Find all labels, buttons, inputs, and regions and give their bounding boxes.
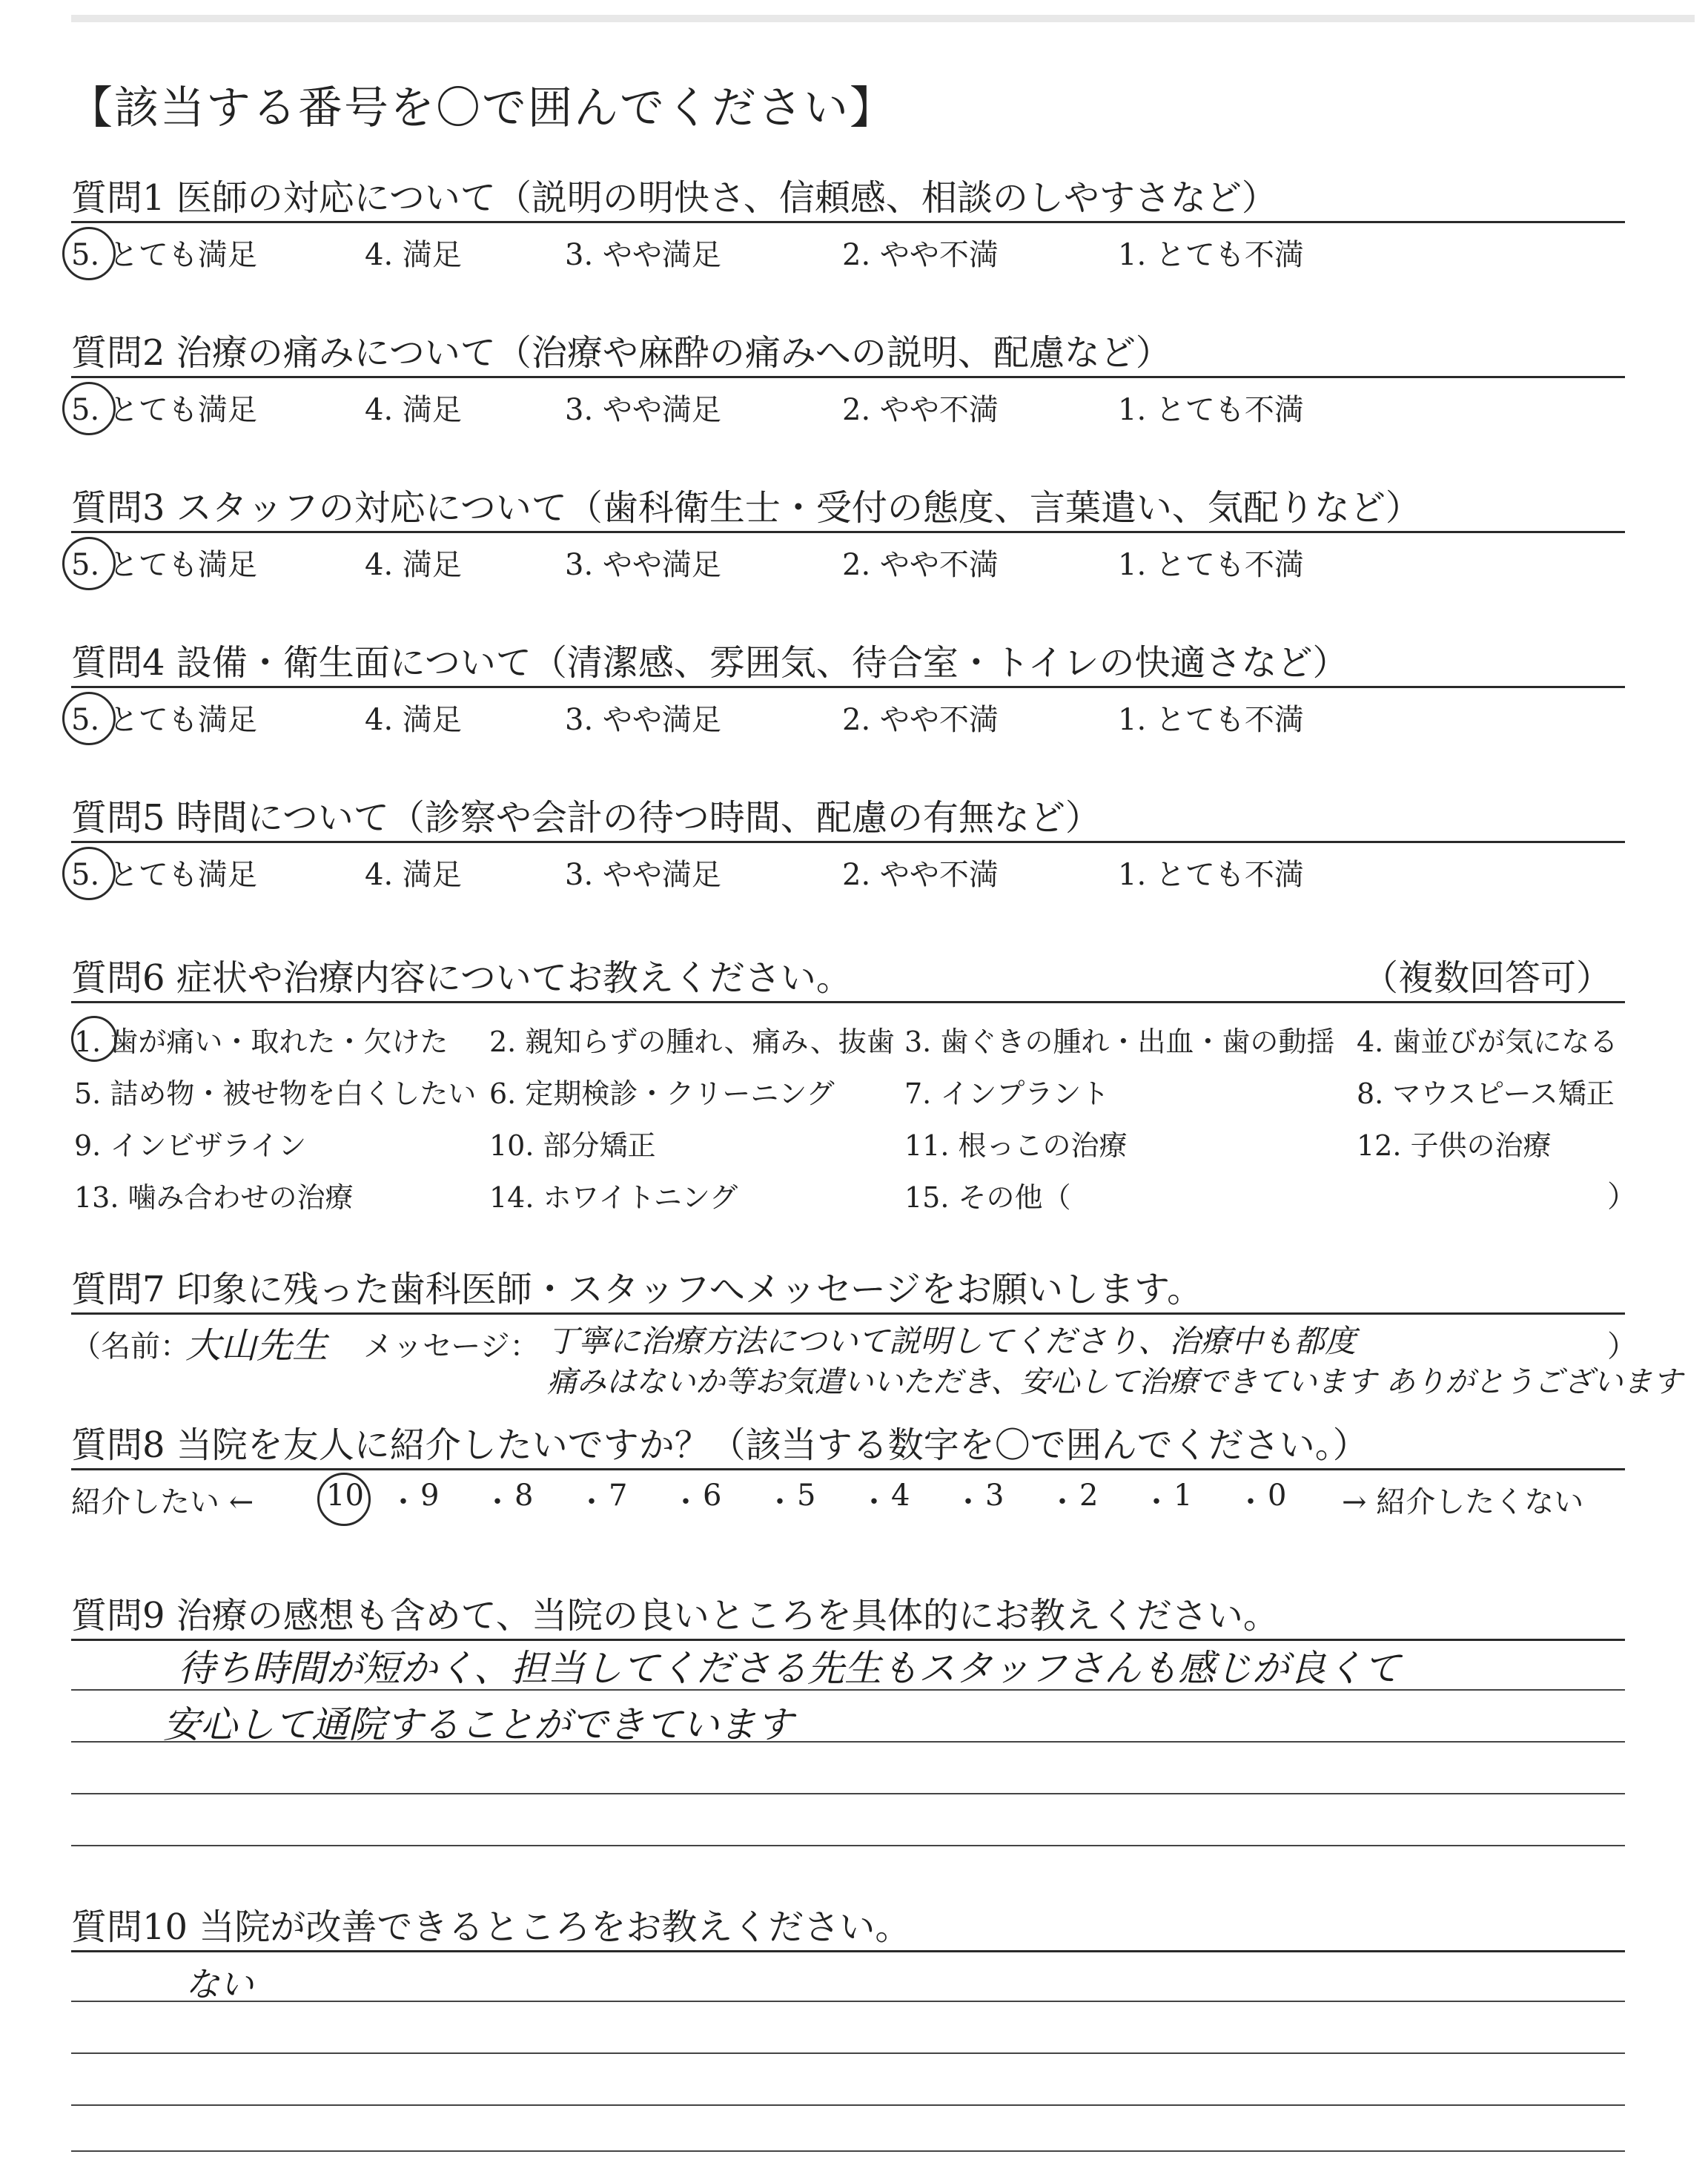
q4-option[interactable]: 1. とても不満: [1118, 703, 1304, 737]
q6-underline: [71, 1001, 1625, 1003]
q8-scale-value[interactable]: 0: [1268, 1479, 1287, 1513]
q2-underline: [71, 376, 1625, 378]
q4-option[interactable]: 4. 満足: [365, 703, 462, 737]
q7-message-line2: 痛みはないか等お気遣いいただき、安心して治療できています ありがとうございます: [547, 1365, 1683, 1399]
q6-option[interactable]: 13. 噛み合わせの治療: [74, 1181, 354, 1214]
q5-option[interactable]: 4. 満足: [365, 858, 462, 892]
q6-other-close: ）: [1607, 1180, 1637, 1214]
q6-option[interactable]: 12. 子供の治療: [1357, 1129, 1552, 1162]
q8-scale-value[interactable]: 2: [1079, 1479, 1099, 1513]
q5-option[interactable]: 2. やや不満: [842, 858, 999, 892]
q7-name-label: （名前：: [71, 1330, 190, 1364]
q7-message-line1: 丁寧に治療方法について説明してくださり、治療中も都度: [547, 1323, 1357, 1359]
q8-scale-separator: ・: [1236, 1485, 1265, 1519]
q6-option[interactable]: 9. インビザライン: [74, 1129, 307, 1162]
q9-answer-line2: 安心して通院することができています: [163, 1703, 793, 1746]
q6-option[interactable]: 14. ホワイトニング: [489, 1181, 738, 1214]
q9-write-line: [71, 1845, 1625, 1846]
q10-write-line: [71, 2150, 1625, 2152]
q8-selected-circle: [317, 1473, 371, 1526]
q2-selected-circle: [62, 382, 116, 435]
q8-scale-separator: ・: [388, 1485, 418, 1519]
q8-scale-value[interactable]: 9: [420, 1479, 440, 1513]
q1-selected-circle: [62, 227, 116, 280]
q8-scale-separator: ・: [483, 1485, 512, 1519]
q1-option[interactable]: 3. やや満足: [565, 238, 721, 272]
q4-underline: [71, 686, 1625, 688]
q3-heading: 質問3 スタッフの対応について（歯科衛生士・受付の態度、言葉遣い、気配りなど）: [71, 487, 1421, 529]
q7-close: ）: [1607, 1330, 1637, 1364]
q6-option[interactable]: 7. インプラント: [904, 1077, 1110, 1110]
q2-option[interactable]: 5. とても満足: [71, 393, 257, 427]
q2-option[interactable]: 3. やや満足: [565, 393, 721, 427]
q3-selected-circle: [62, 537, 116, 590]
q4-selected-circle: [62, 692, 116, 745]
q8-scale-value[interactable]: 5: [797, 1479, 816, 1513]
q5-underline: [71, 841, 1625, 843]
q9-answer-line1: 待ち時間が短かく、担当してくださる先生もスタッフさんも感じが良くて: [178, 1647, 1400, 1690]
top-edge-bar: [71, 15, 1695, 22]
q8-scale-separator: ・: [859, 1485, 889, 1519]
q2-option[interactable]: 4. 満足: [365, 393, 462, 427]
q5-option[interactable]: 1. とても不満: [1118, 858, 1304, 892]
q8-scale-value[interactable]: 3: [985, 1479, 1004, 1513]
q10-write-line: [71, 2001, 1625, 2002]
q3-underline: [71, 531, 1625, 533]
q3-option[interactable]: 4. 満足: [365, 548, 462, 582]
q5-heading: 質問5 時間について（診察や会計の待つ時間、配慮の有無など）: [71, 797, 1101, 839]
q3-option[interactable]: 5. とても満足: [71, 548, 257, 582]
q8-scale-separator: ・: [765, 1485, 795, 1519]
q3-option[interactable]: 1. とても不満: [1118, 548, 1304, 582]
q10-write-line: [71, 2052, 1625, 2054]
q8-scale-separator: ・: [1047, 1485, 1077, 1519]
q3-option[interactable]: 3. やや満足: [565, 548, 721, 582]
q10-write-line: [71, 2104, 1625, 2106]
q5-selected-circle: [62, 847, 116, 900]
q2-option[interactable]: 2. やや不満: [842, 393, 999, 427]
page-title: 【該当する番号を〇で囲んでください】: [68, 82, 896, 134]
q8-scale-value[interactable]: 6: [703, 1479, 722, 1513]
q8-scale-separator: ・: [577, 1485, 606, 1519]
q6-selected-circle: [71, 1016, 117, 1062]
q9-heading: 質問9 治療の感想も含めて、当院の良いところを具体的にお教えください。: [71, 1595, 1279, 1636]
q5-option[interactable]: 5. とても満足: [71, 858, 257, 892]
q8-right-label: → 紹介したくない: [1342, 1485, 1584, 1519]
q6-option[interactable]: 8. マウスピース矯正: [1357, 1077, 1615, 1110]
q6-option[interactable]: 11. 根っこの治療: [904, 1129, 1128, 1162]
q8-scale-separator: ・: [671, 1485, 701, 1519]
q10-answer: ない: [185, 1964, 254, 2004]
q1-option[interactable]: 2. やや不満: [842, 238, 999, 272]
q7-name-value: 大山先生: [185, 1325, 328, 1367]
q6-option[interactable]: 1. 歯が痛い・取れた・欠けた: [74, 1025, 448, 1058]
q7-underline: [71, 1312, 1625, 1315]
q6-option[interactable]: 6. 定期検診・クリーニング: [489, 1077, 835, 1110]
q10-underline: [71, 1950, 1625, 1952]
q6-heading: 質問6 症状や治療内容についてお教えください。: [71, 957, 852, 999]
q8-underline: [71, 1468, 1625, 1470]
q8-scale-separator: ・: [953, 1485, 983, 1519]
q6-option[interactable]: 2. 親知らずの腫れ、痛み、抜歯: [489, 1025, 895, 1058]
q8-scale-value[interactable]: 4: [891, 1479, 910, 1513]
q8-scale-value[interactable]: 1: [1174, 1479, 1193, 1513]
q8-scale-value[interactable]: 8: [514, 1479, 534, 1513]
q4-option[interactable]: 5. とても満足: [71, 703, 257, 737]
q2-option[interactable]: 1. とても不満: [1118, 393, 1304, 427]
q8-scale-value[interactable]: 7: [609, 1479, 628, 1513]
q1-underline: [71, 221, 1625, 223]
q6-option[interactable]: 5. 詰め物・被せ物を白くしたい: [74, 1077, 477, 1110]
q7-message-label: メッセージ：: [363, 1330, 540, 1364]
q8-left-label: 紹介したい ←: [71, 1485, 254, 1519]
q2-heading: 質問2 治療の痛みについて（治療や麻酔の痛みへの説明、配慮など）: [71, 332, 1171, 374]
q4-option[interactable]: 3. やや満足: [565, 703, 721, 737]
q1-option[interactable]: 1. とても不満: [1118, 238, 1304, 272]
q3-option[interactable]: 2. やや不満: [842, 548, 999, 582]
q1-option[interactable]: 5. とても満足: [71, 238, 257, 272]
q6-option[interactable]: 10. 部分矯正: [489, 1129, 656, 1162]
q5-option[interactable]: 3. やや満足: [565, 858, 721, 892]
q7-heading: 質問7 印象に残った歯科医師・スタッフへメッセージをお願いします。: [71, 1269, 1203, 1310]
q4-option[interactable]: 2. やや不満: [842, 703, 999, 737]
q8-scale-value[interactable]: 10: [326, 1479, 364, 1513]
q6-option[interactable]: 15. その他（: [904, 1181, 1071, 1214]
q8-heading: 質問8 当院を友人に紹介したいですか？（該当する数字を〇で囲んでください。）: [71, 1424, 1368, 1466]
q4-heading: 質問4 設備・衛生面について（清潔感、雰囲気、待合室・トイレの快適さなど）: [71, 642, 1348, 684]
q6-option[interactable]: 3. 歯ぐきの腫れ・出血・歯の動揺: [904, 1025, 1335, 1058]
q1-option[interactable]: 4. 満足: [365, 238, 462, 272]
q6-multiple-note: （複数回答可）: [1363, 957, 1612, 999]
q8-scale-separator: ・: [1142, 1485, 1171, 1519]
q6-option[interactable]: 4. 歯並びが気になる: [1357, 1025, 1618, 1058]
q9-write-line: [71, 1793, 1625, 1794]
q1-heading: 質問1 医師の対応について（説明の明快さ、信頼感、相談のしやすさなど）: [71, 177, 1277, 219]
q10-heading: 質問10 当院が改善できるところをお教えください。: [71, 1906, 911, 1948]
